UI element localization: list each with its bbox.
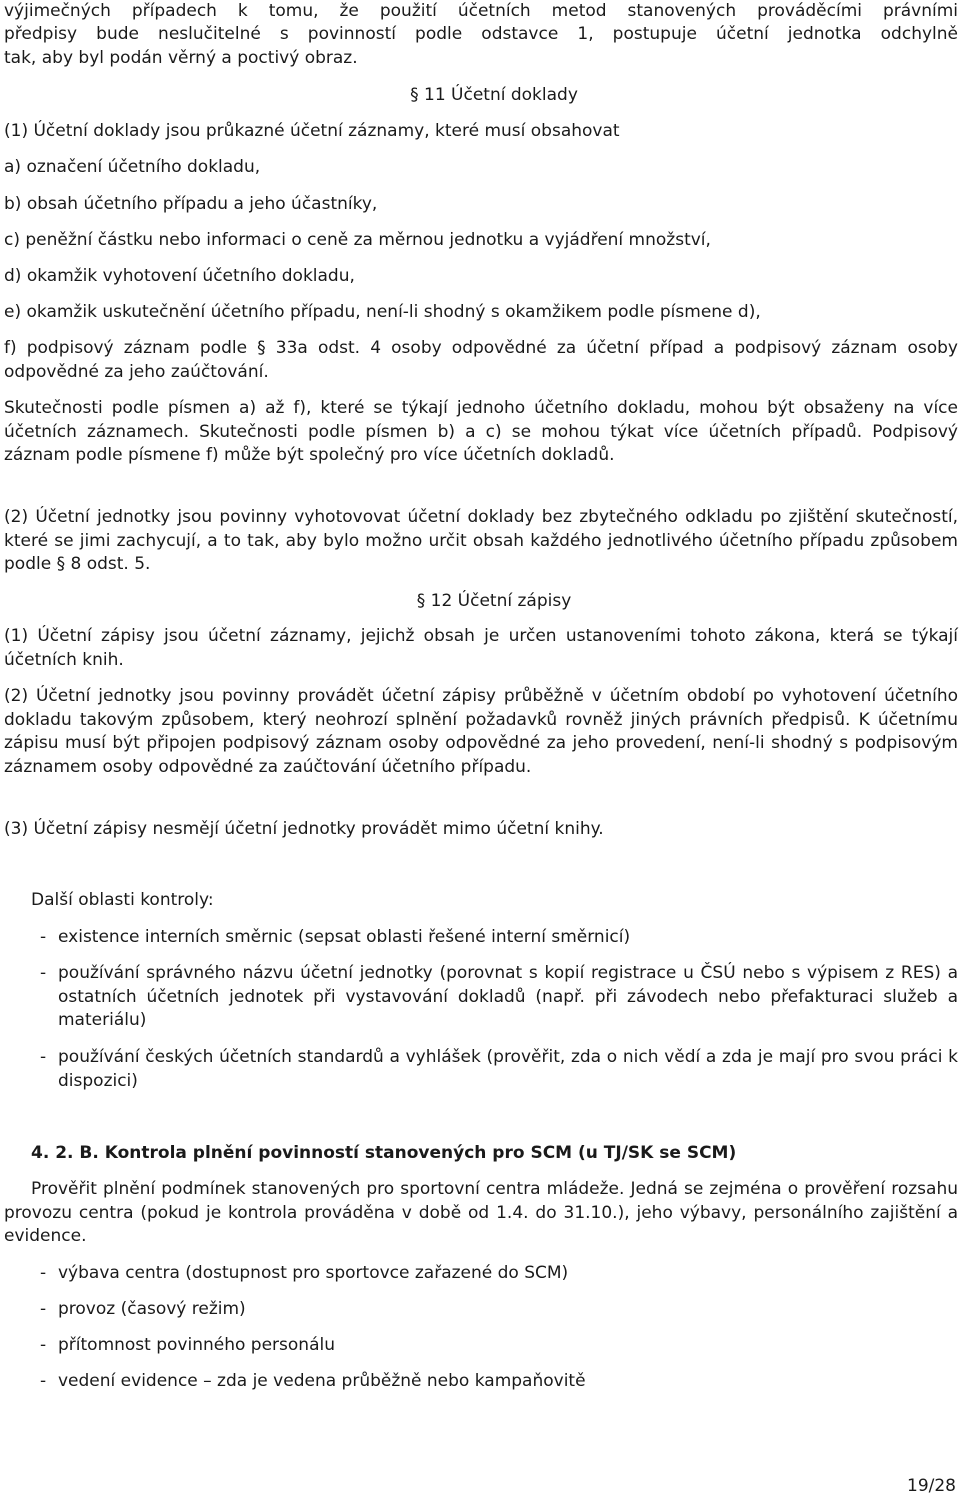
s11-item-a: a) označení účetního dokladu, [4,157,261,177]
page-number: 19/28 [907,1476,956,1496]
other-areas-title: Další oblasti kontroly: [31,890,214,910]
section-11-heading: § 11 Účetní doklady [410,85,578,105]
s11-item-d: d) okamžik vyhotovení účetního dokladu, [4,266,355,286]
list-item: - přítomnost povinného personálu [40,1334,958,1358]
bullet-dash: - [40,1263,47,1283]
section-12-heading: § 12 Účetní zápisy [416,591,572,611]
bullet-dash: - [40,963,47,983]
scm-section-heading: 4. 2. B. Kontrola plnění povinností stanovených pro SCM (u TJ/SK se SCM) [31,1143,737,1163]
bullet-dash: - [40,927,47,947]
s11-item-b: b) obsah účetního případu a jeho účastníky, [4,194,378,214]
s11-item-f: f) podpisový záznam podle § 33a odst. 4 osoby odpovědné za účetní případ a podpisový záznam osoby odpovědné za jeho zaúčtování. [4,338,958,382]
bullet-dash: - [40,1371,47,1391]
s11-item-e: e) okamžik uskutečnění účetního případu, není-li shodný s okamžikem podle písmene d), [4,302,761,322]
intro-line-3: tak, aby byl podán věrný a poctivý obraz. [4,48,358,68]
list-item: - existence interních směrnic (sepsat oblasti řešené interní směrnicí) [40,926,958,950]
list-item: - používání správného názvu účetní jednotky (porovnat s kopií registrace u ČSÚ nebo s výpisem z RES) a ostatních účetních jednotek při vystavování dokladů (např. při závodech nebo přefakturaci služeb a materiálu) [40,963,958,1030]
bullet-dash: - [40,1335,47,1355]
s12-paragraph-2: (2) Účetní jednotky jsou povinny provádět účetní zápisy průběžně v účetním období po vyhotovení účetního dokladu takovým způsobem, který neohrozí splnění požadavků rovněž jiných právních předpisů. K účetnímu zápisu musí být připojen podpisový záznam osoby odpovědné za jeho provedení, není-li shodný s podpisovým záznamem osoby odpovědné za zaúčtování účetního případu. [4,686,958,777]
list-item: - vedení evidence – zda je vedena průběžně nebo kampaňovitě [40,1370,958,1394]
s11-item-c: c) peněžní částku nebo informaci o ceně za měrnou jednotku a vyjádření množství, [4,230,711,250]
intro-line-1: výjimečných případech k tomu, že použití účetních metod stanovených prováděcími právními [4,1,958,21]
s12-paragraph-1: (1) Účetní zápisy jsou účetní záznamy, jejichž obsah je určen ustanoveními tohoto zákona, která se týkají účetních knih. [4,626,958,670]
intro-line-2: předpisy bude neslučitelné s povinností podle odstavce 1, postupuje účetní jednotka odchylně [4,24,958,44]
s12-paragraph-3: (3) Účetní zápisy nesmějí účetní jednotky provádět mimo účetní knihy. [4,819,604,839]
scm-intro-paragraph: Prověřit plnění podmínek stanovených pro sportovní centra mládeže. Jedná se zejména o prověření rozsahu provozu centra (pokud je kontrola prováděna v době od 1.4. do 31.10.), jeho výbavy, personálního zajištění a evidence. [4,1179,958,1246]
list-item: - výbava centra (dostupnost pro sportovce zařazené do SCM) [40,1262,958,1286]
list-item: - používání českých účetních standardů a vyhlášek (prověřit, zda o nich vědí a zda je mají pro svou práci k dispozici) [40,1047,958,1091]
s11-facts-paragraph: Skutečnosti podle písmen a) až f), které se týkají jednoho účetního dokladu, mohou být obsaženy na více účetních záznamech. Skutečnosti podle písmen b) a c) se mohou týkat více účetních případů. Podpisový záznam podle písmene f) může být společný pro více účetních dokladů. [4,398,958,465]
list-item: - provoz (časový režim) [40,1298,958,1322]
bullet-dash: - [40,1299,47,1319]
s11-paragraph-2: (2) Účetní jednotky jsou povinny vyhotovovat účetní doklady bez zbytečného odkladu po zjištění skutečností, které se jimi zachycují, a to tak, aby bylo možno určit obsah každého jednotlivého účetního případu způsobem podle § 8 odst. 5. [4,507,958,574]
s11-paragraph-1: (1) Účetní doklady jsou průkazné účetní záznamy, které musí obsahovat [4,121,620,141]
bullet-dash: - [40,1047,47,1067]
